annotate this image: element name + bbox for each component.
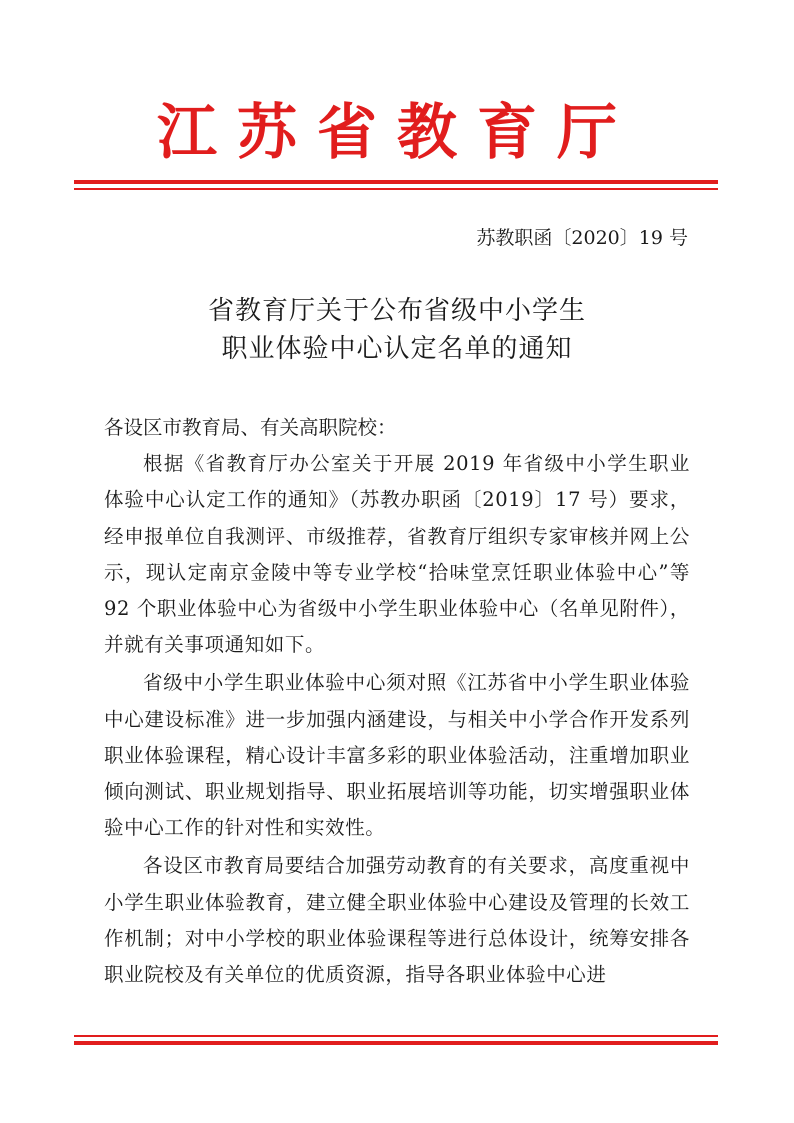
masthead-rule-thick [74, 180, 718, 184]
salutation: 各设区市教育局、有关高职院校： [104, 416, 397, 439]
footer-rule-thick [74, 1041, 718, 1045]
masthead-rule-thin [74, 188, 718, 190]
body-paragraph-1: 根据《省教育厅办公室关于开展 2019 年省级中小学生职业体验中心认定工作的通知》（苏教办职函〔2019〕17 号）要求，经申报单位自我测评、市级推荐，省教育厅组织专家审核并网上公示，现认定南京金陵中等专业学校“拾味堂烹饪职业体验中心”等 92 个职业体验中心为省级中小学生职业体验中心（名单见附件），并就有关事项通知如下。 [104, 452, 690, 657]
document-title-line-1: 省教育厅关于公布省级中小学生 [207, 296, 586, 326]
issuer-masthead: 江苏省教育厅 [157, 98, 637, 168]
document-title-line-2: 职业体验中心认定名单的通知 [221, 334, 573, 364]
body-paragraph-3: 各设区市教育局要结合加强劳动教育的有关要求，高度重视中小学生职业体验教育，建立健全职业体验中心建设及管理的长效工作机制；对中小学校的职业体验课程等进行总体设计，统筹安排各职业院校及有关单位的优质资源，指导各职业体验中心进 [104, 854, 690, 987]
footer-rule-thin [74, 1035, 718, 1037]
document-number: 苏教职函〔2020〕19 号 [476, 227, 688, 249]
body-paragraph-2: 省级中小学生职业体验中心须对照《江苏省中小学生职业体验中心建设标准》进一步加强内涵建设，与相关中小学合作开发系列职业体验课程，精心设计丰富多彩的职业体验活动，注重增加职业倾向测试、职业规划指导、职业拓展培训等功能，切实增强职业体验中心工作的针对性和实效性。 [104, 671, 690, 840]
document-body [104, 410, 690, 993]
document-title [77, 292, 717, 368]
